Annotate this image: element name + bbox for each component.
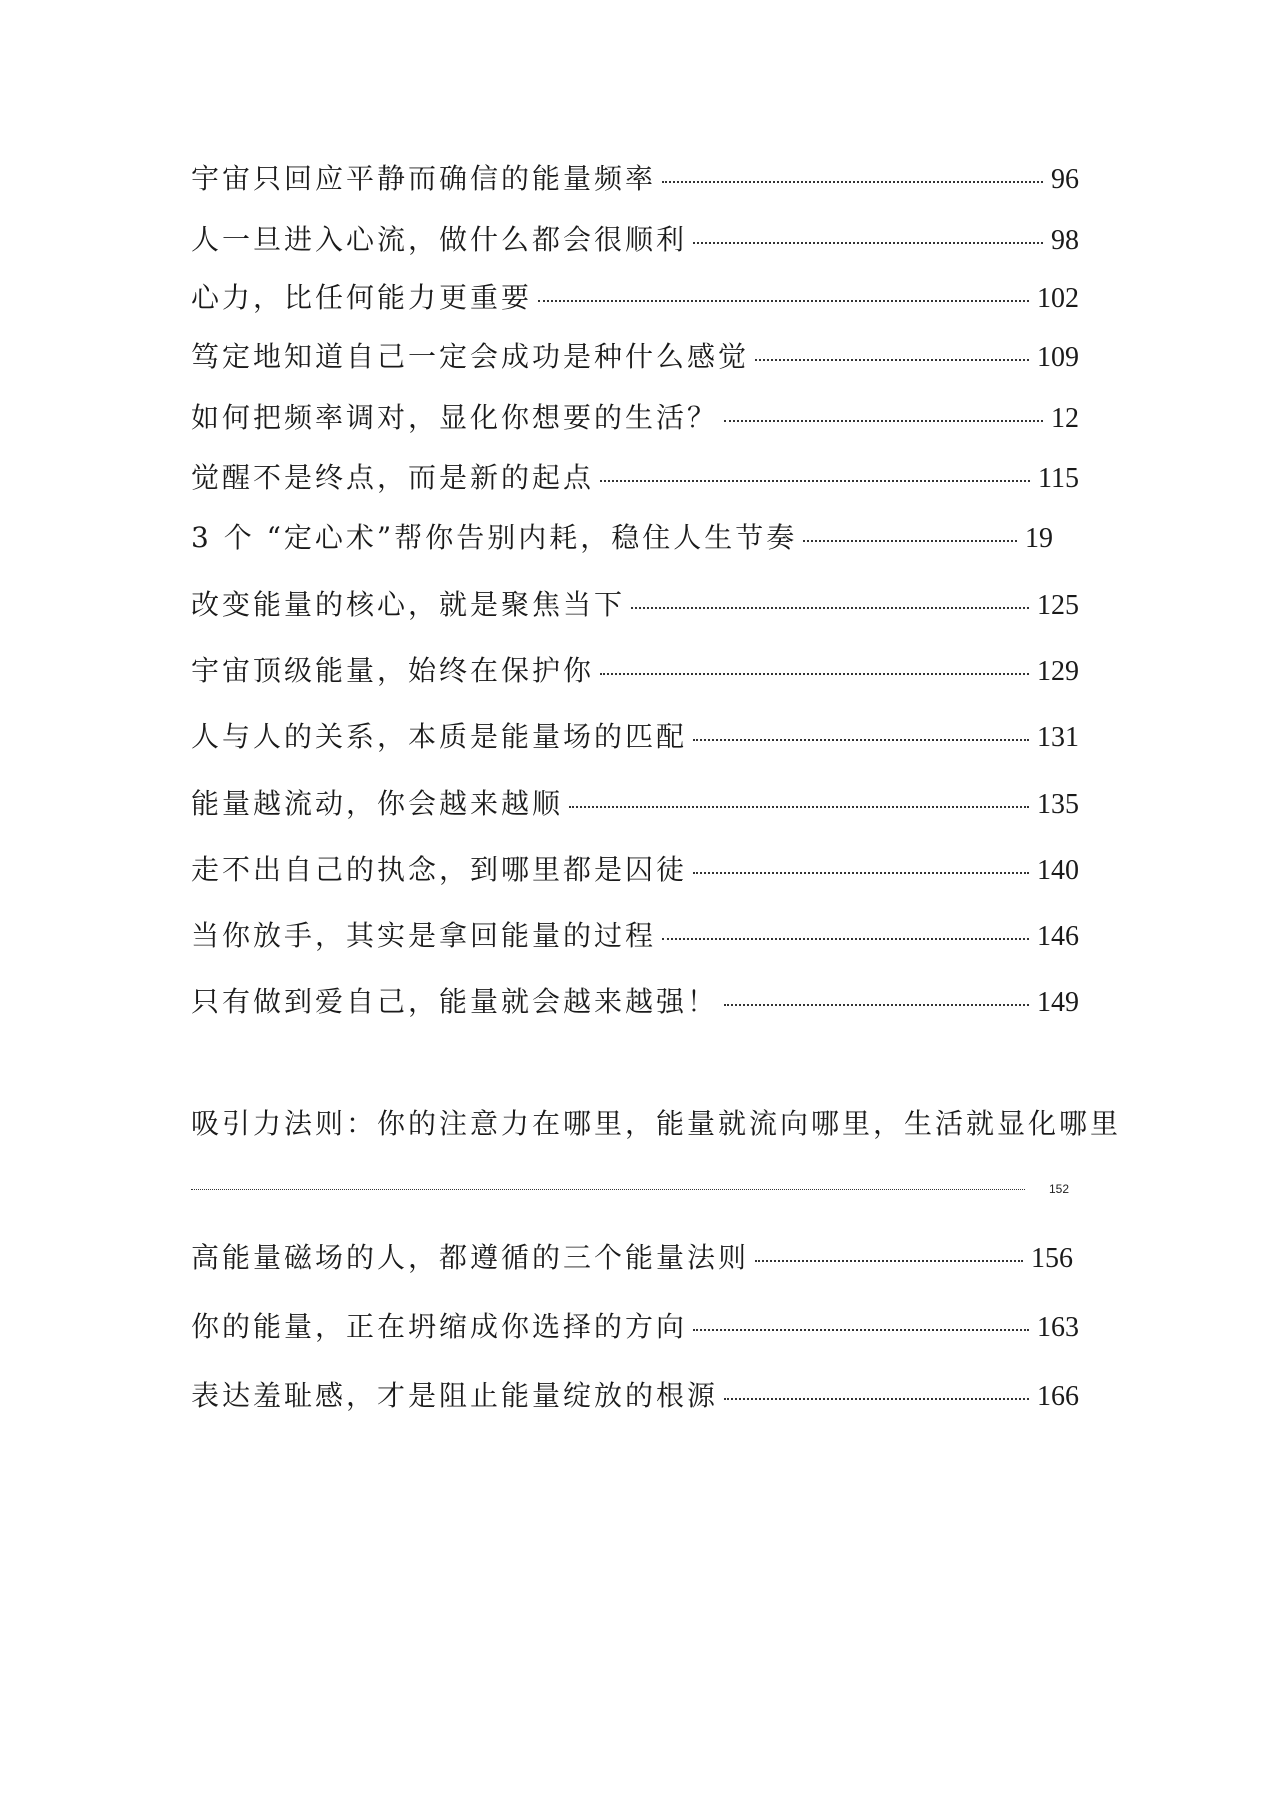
toc-dot-leader [803,540,1017,542]
toc-wrapped-entry-title[interactable]: 吸引力法则：你的注意力在哪里，能量就流向哪里，生活就显化哪里 [191,1107,1122,1140]
toc-entry-page: 140 [1037,855,1079,886]
toc-entry-page: 115 [1038,463,1079,494]
toc-entry-page: 149 [1037,987,1079,1018]
toc-dot-leader [191,1189,1025,1190]
toc-entry-page: 125 [1037,590,1079,621]
toc-entry-page: 156 [1031,1243,1073,1274]
toc-dot-leader [600,673,1029,675]
toc-entry[interactable] [191,1307,1079,1348]
toc-entry[interactable] [191,337,1079,378]
toc-entry-title: 能量越流动，你会越来越顺 [191,787,564,820]
toc-entry-title: 高能量磁场的人，都遵循的三个能量法则 [191,1241,750,1274]
toc-entry-title: 只有做到爱自己，能量就会越来越强！ [191,985,719,1018]
toc-dot-leader [569,806,1029,808]
toc-entry-page: 152 [1048,1182,1069,1196]
toc-dot-leader [693,872,1029,874]
toc-dot-leader [724,1398,1029,1400]
toc-entry-title: 笃定地知道自己一定会成功是种什么感觉 [191,340,750,373]
toc-wrapped-entry-leader-row [191,1182,1069,1196]
toc-entry-page: 19 [1025,523,1053,554]
toc-entry[interactable] [191,1376,1079,1417]
toc-entry[interactable] [191,398,1079,439]
toc-entry[interactable] [191,458,1079,499]
toc-entry-page: 96 [1051,164,1079,195]
toc-entry-title: 如何把频率调对，显化你想要的生活？ [191,401,719,434]
toc-entry-page: 166 [1037,1381,1079,1412]
toc-entry-title: 宇宙只回应平静而确信的能量频率 [191,162,657,195]
toc-dot-leader [693,242,1043,244]
toc-dot-leader [724,1004,1029,1006]
toc-dot-leader [755,359,1029,361]
toc-entry[interactable] [191,278,1079,319]
toc-dot-leader [755,1260,1023,1262]
toc-entry-title: 走不出自己的执念，到哪里都是囚徒 [191,853,688,886]
toc-entry-title: 表达羞耻感，才是阻止能量绽放的根源 [191,1379,719,1412]
toc-entry-title: 人与人的关系，本质是能量场的匹配 [191,720,688,753]
toc-entry[interactable] [191,159,1079,200]
toc-entry-title: 宇宙顶级能量，始终在保护你 [191,654,595,687]
toc-entry-title: 心力，比任何能力更重要 [191,281,533,314]
toc-dot-leader [724,420,1043,422]
toc-dot-leader [538,300,1029,302]
toc-dot-leader [662,938,1029,940]
toc-entry-title: 当你放手，其实是拿回能量的过程 [191,919,657,952]
toc-entry-page: 109 [1037,342,1079,373]
toc-entry-title: 你的能量，正在坍缩成你选择的方向 [191,1310,688,1343]
toc-entry-title: 觉醒不是终点，而是新的起点 [191,461,595,494]
toc-entry-page: 135 [1037,789,1079,820]
toc-dot-leader [693,1329,1029,1331]
toc-entry-page: 98 [1051,225,1079,256]
toc-entry[interactable] [191,220,1079,261]
toc-entry[interactable] [191,784,1079,825]
toc-entry-title: 人一旦进入心流，做什么都会很顺利 [191,223,688,256]
toc-entry[interactable] [191,1238,1073,1279]
toc-dot-leader [662,181,1043,183]
toc-entry[interactable] [191,916,1079,957]
toc-dot-leader [693,739,1029,741]
toc-entry-page: 146 [1037,921,1079,952]
toc-entry-title: 3 个 “定心术”帮你告别内耗，稳住人生节奏 [191,521,798,554]
toc-entry[interactable] [191,651,1079,692]
toc-entry-title: 改变能量的核心，就是聚焦当下 [191,588,626,621]
toc-entry-page: 102 [1037,283,1079,314]
toc-entry[interactable] [191,585,1079,626]
toc-entry-page: 163 [1037,1312,1079,1343]
toc-entry-page: 129 [1037,656,1079,687]
toc-dot-leader [600,480,1030,482]
toc-entry[interactable] [191,717,1079,758]
toc-dot-leader [631,607,1029,609]
toc-entry[interactable] [191,982,1079,1023]
toc-entry-page: 12 [1051,403,1079,434]
toc-entry[interactable] [191,850,1079,891]
toc-entry[interactable] [191,518,1053,559]
toc-entry-page: 131 [1037,722,1079,753]
